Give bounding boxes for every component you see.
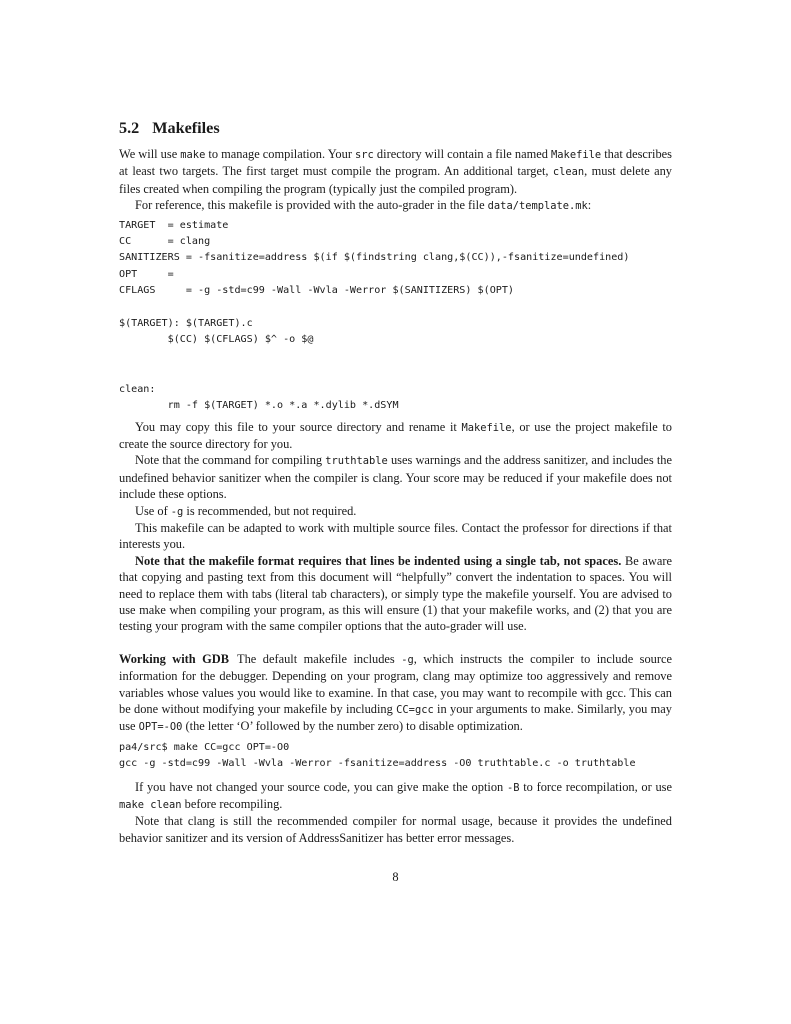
page-number: 8 <box>392 870 399 884</box>
adapt-paragraph: This makefile can be adapted to work with multiple source files. Contact the professor for directions if that interests you. <box>119 520 672 552</box>
use-g-paragraph <box>119 503 672 520</box>
recompile-text-3: before recompiling. <box>181 797 283 812</box>
intro-text-5: , must delete any files created when compiling the program (typically just the compiled program). <box>119 164 672 196</box>
tabs-paragraph <box>119 553 672 635</box>
gdb-heading: Working with GDB <box>119 651 230 666</box>
clang-paragraph: Note that clang is still the recommended compiler for normal usage, because it provides the undefined behavior sanitizer and its version of AddressSanitizer has better error messages. <box>119 814 672 845</box>
gdb-text-2: , which instructs the compiler to include source information for the debugger. Depending on your program, clang may optimize too aggressively and remove variables whose values you would like to examine. In that case, you may want to recompile with gcc. This can be done without modifying your makefile by including <box>119 651 673 716</box>
reference-paragraph <box>119 197 672 214</box>
recompile-code-clean: make clean <box>119 799 182 812</box>
copy-text-1: You may copy this file to your source directory and rename it <box>135 419 462 434</box>
gdb-text-3: in your arguments to make. Similarly, you may use <box>119 702 672 734</box>
intro-text-4: that describes at least two targets. The first target must compile the program. An additional target, <box>119 147 672 179</box>
gdb-code-cc: CC=gcc <box>396 704 434 716</box>
tabs-bold-warning: Note that the makefile format requires that lines be indented using a single tab, not spaces. <box>135 553 622 568</box>
copy-code-makefile: Makefile <box>461 421 512 434</box>
gdb-text-4: (the letter ‘O’ followed by the number zero) to disable optimization. <box>182 719 523 734</box>
section-gap <box>119 635 672 651</box>
gdb-paragraph <box>119 651 672 736</box>
note-text-2: uses warnings and the address sanitizer, and includes the undefined behavior sanitizer when the compiler is clang. Your score may be reduced if your makefile does not include these options. <box>119 453 672 502</box>
makefile-code-listing: TARGET = estimate CC = clang SANITIZERS = -fsanitize=address $(if $(findstring clang,$(CC)),-fsanitize=undefined) OPT = CFLAGS = -g -std=c99 -Wall -Wvla -Werror $(SANITIZERS) $(OPT) $(TARGET): $(TARGET).c $(CC) $(CFLAGS) $^ -o $@ clean: rm -f $(TARGET) *.o *.a *.dylib *.dSYM <box>119 219 630 412</box>
intro-text-3: directory will contain a file named <box>373 147 552 161</box>
recompile-text-1: If you have not changed your source code, you can give make the option <box>135 779 507 794</box>
intro-code-make: make <box>180 149 206 161</box>
reference-code-path: data/template.mk <box>487 200 588 213</box>
gdb-text-1: The default makefile includes <box>237 651 402 666</box>
recompile-code-b: -B <box>506 781 520 794</box>
copy-text-2: , or use the project makefile to create the source directory for you. <box>119 419 672 451</box>
note-code-truthtable: truthtable <box>325 455 388 468</box>
gdb-code-g: -g <box>401 653 414 666</box>
section-title: Makefiles <box>152 119 220 137</box>
recompile-text-2: to force recompilation, or use <box>519 779 672 794</box>
use-g-code: -g <box>170 505 184 518</box>
section-number: 5.2 <box>119 119 140 137</box>
reference-text-2: : <box>587 198 592 213</box>
use-g-text-2: is recommended, but not required. <box>183 503 357 518</box>
note-text-1: Note that the command for compiling <box>135 453 326 468</box>
section-heading <box>119 118 672 138</box>
gdb-code-opt: OPT=-O0 <box>138 721 183 734</box>
intro-code-clean: clean <box>552 166 585 179</box>
recompile-paragraph <box>119 779 672 814</box>
intro-code-makefile: Makefile <box>551 149 602 161</box>
intro-paragraph <box>119 146 672 197</box>
terminal-code-listing: pa4/src$ make CC=gcc OPT=-O0 gcc -g -std=c99 -Wall -Wvla -Werror -fsanitize=address -O0 truthtable.c -o truthtable <box>119 741 636 770</box>
note-paragraph <box>119 452 672 502</box>
intro-text-1: We will use <box>119 147 181 161</box>
copy-paragraph <box>119 419 672 453</box>
intro-text-2: to manage compilation. Your <box>205 147 356 161</box>
tabs-text: Be aware that copying and pasting text from this document will “helpfully” convert the indentation to spaces. You will need to replace them with tabs (literal tab characters), or simply type the makefile yourself. You are advised to use make when compiling your program, as this will ensure (1) that your makefile works, and (2) that you are testing your program with the same compiler options that the auto-grader will use. <box>119 553 672 634</box>
reference-text-1: For reference, this makefile is provided with the auto-grader in the file <box>135 198 488 213</box>
document-page <box>119 118 672 846</box>
intro-code-src: src <box>355 149 374 161</box>
use-g-text-1: Use of <box>135 503 171 518</box>
